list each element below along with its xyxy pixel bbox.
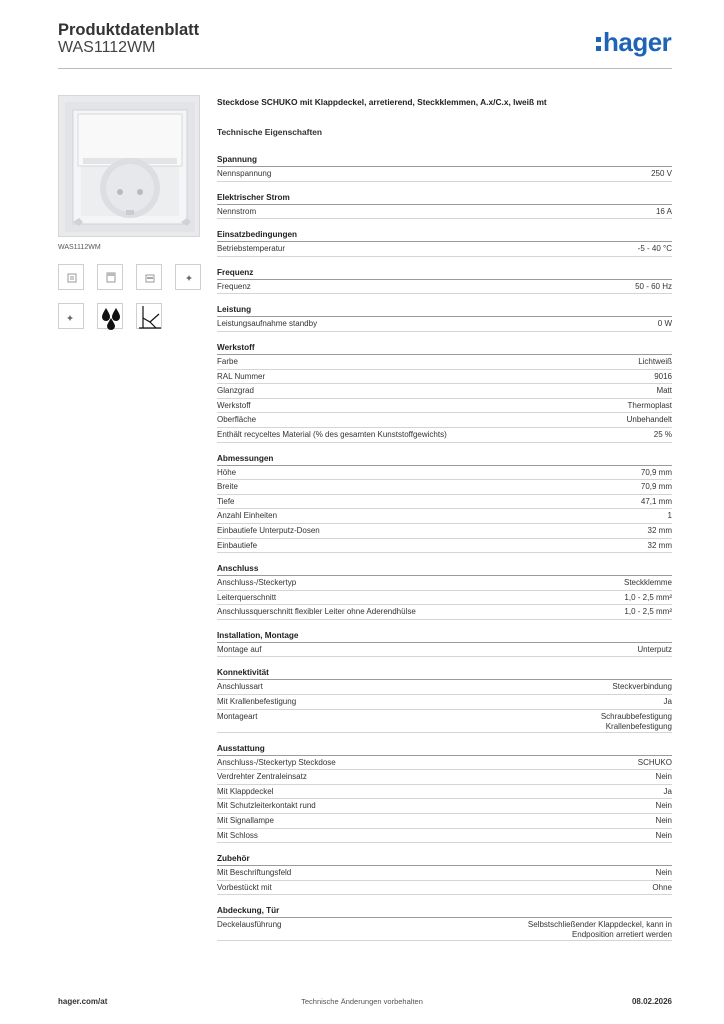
spec-value: Selbstschließender Klappdeckel, kann in Endposition arretiert werden — [527, 920, 672, 940]
spec-label: Vorbestückt mit — [217, 882, 272, 892]
spec-label: Farbe — [217, 356, 238, 366]
spec-row — [217, 605, 672, 620]
spec-label: Einbautiefe Unterputz-Dosen — [217, 525, 320, 535]
spec-group — [217, 904, 672, 941]
hager-logo — [596, 29, 671, 55]
spec-row — [217, 480, 672, 495]
spec-row — [217, 428, 672, 443]
spec-label: Anschluss-/Steckertyp Steckdose — [217, 757, 336, 767]
logo-colon-mark — [596, 34, 601, 52]
spec-value: 1 — [667, 511, 672, 521]
spec-group — [217, 303, 672, 332]
spec-row — [217, 814, 672, 829]
spec-row — [217, 695, 672, 710]
spec-label: Mit Krallenbefestigung — [217, 697, 297, 707]
spec-label: Oberfläche — [217, 415, 257, 425]
spec-value: 1,0 - 2,5 mm² — [624, 592, 672, 602]
spec-row — [217, 785, 672, 800]
spec-group-title: Spannung — [217, 153, 672, 167]
footer-website[interactable]: hager.com/at — [58, 997, 108, 1006]
star-mark-icon — [175, 264, 201, 290]
spec-group-title: Werkstoff — [217, 341, 672, 355]
spec-group-title: Anschluss — [217, 562, 672, 576]
spec-label: Mit Schloss — [217, 830, 258, 840]
spec-label: Glanzgrad — [217, 386, 254, 396]
footer-date: 08.02.2026 — [631, 997, 672, 1006]
spec-value: Nein — [655, 801, 672, 811]
spec-label: Leiterquerschnitt — [217, 592, 277, 602]
spec-value: 32 mm — [647, 525, 672, 535]
spec-label: Enthält recyceltes Material (% des gesamten Kunststoffgewichts) — [217, 429, 447, 439]
spec-group-title: Zubehör — [217, 852, 672, 866]
spec-group — [217, 562, 672, 620]
spec-group — [217, 153, 672, 182]
spec-group-title: Abdeckung, Tür — [217, 904, 672, 918]
spec-value: -5 - 40 °C — [637, 244, 672, 254]
spec-group — [217, 341, 672, 443]
spec-row — [217, 509, 672, 524]
spec-groups — [217, 153, 672, 941]
spec-row — [217, 539, 672, 554]
spec-label: Anzahl Einheiten — [217, 511, 278, 521]
spec-value: Schraubbefestigung Krallenbefestigung — [600, 711, 672, 731]
spec-value: 25 % — [653, 429, 672, 439]
spec-row — [217, 242, 672, 257]
spec-row — [217, 710, 672, 733]
spec-group-title: Ausstattung — [217, 742, 672, 756]
spec-value: 47,1 mm — [640, 496, 672, 506]
spec-row — [217, 466, 672, 481]
spec-row — [217, 756, 672, 771]
spec-row — [217, 524, 672, 539]
spec-group-title: Konnektivität — [217, 666, 672, 680]
spec-group-title: Frequenz — [217, 266, 672, 280]
spec-row — [217, 355, 672, 370]
spec-group — [217, 629, 672, 658]
spec-value: SCHUKO — [637, 757, 672, 767]
spec-label: Frequenz — [217, 281, 251, 291]
spec-label: Höhe — [217, 467, 237, 477]
spec-label: Mit Schutzleiterkontakt rund — [217, 801, 316, 811]
spec-group-title: Einsatzbedingungen — [217, 228, 672, 242]
spec-label: Verdrehter Zentraleinsatz — [217, 772, 307, 782]
article-number: WAS1112WM — [58, 39, 156, 56]
spec-row — [217, 576, 672, 591]
spec-row — [217, 918, 672, 941]
spec-label: Einbautiefe — [217, 540, 258, 550]
spec-label: Anschluss-/Steckertyp — [217, 578, 297, 588]
spec-label: Werkstoff — [217, 400, 251, 410]
logo-text: hager — [603, 27, 672, 57]
spec-value: Nein — [655, 830, 672, 840]
spec-group — [217, 266, 672, 295]
spec-value: Thermoplast — [627, 400, 672, 410]
spec-group-title: Leistung — [217, 303, 672, 317]
spec-value: 1,0 - 2,5 mm² — [624, 607, 672, 617]
socket-product-icon — [59, 96, 201, 238]
spec-label: Leistungsaufnahme standby — [217, 319, 318, 329]
spec-label: Anschlussart — [217, 682, 263, 692]
spec-row — [217, 770, 672, 785]
spec-row — [217, 167, 672, 182]
footer-notice: Technische Änderungen vorbehalten — [301, 997, 423, 1006]
spec-label: Mit Beschriftungsfeld — [217, 868, 292, 878]
antenna-symbol-icon — [136, 303, 162, 329]
spec-value: 32 mm — [647, 540, 672, 550]
specification-content — [217, 97, 672, 950]
spec-label: RAL Nummer — [217, 371, 266, 381]
header-divider — [58, 68, 672, 69]
spec-label: Nennstrom — [217, 206, 257, 216]
spec-row — [217, 280, 672, 295]
page-title: Produktdatenblatt — [58, 21, 200, 39]
spec-value: Unbehandelt — [626, 415, 672, 425]
spec-label: Betriebstemperatur — [217, 244, 286, 254]
spec-group — [217, 191, 672, 220]
spec-row — [217, 881, 672, 896]
spec-value: Ohne — [652, 882, 672, 892]
spec-label: Anschlussquerschnitt flexibler Leiter ohne Aderendhülse — [217, 607, 416, 617]
section-heading: Technische Eigenschaften — [217, 127, 323, 137]
spec-row — [217, 680, 672, 695]
spec-group-title: Abmessungen — [217, 452, 672, 466]
spec-row — [217, 799, 672, 814]
spec-group — [217, 228, 672, 257]
spec-value: Nein — [655, 816, 672, 826]
spec-row — [217, 384, 672, 399]
spec-row — [217, 413, 672, 428]
spec-row — [217, 495, 672, 510]
spec-value: 70,9 mm — [640, 482, 672, 492]
spec-row — [217, 643, 672, 658]
star-mark-small-icon — [58, 303, 84, 329]
spec-value: 70,9 mm — [640, 467, 672, 477]
spec-value: 50 - 60 Hz — [635, 281, 672, 291]
spec-label: Tiefe — [217, 496, 235, 506]
spec-row — [217, 866, 672, 881]
spec-value: Lichtweiß — [638, 356, 672, 366]
image-caption: WAS1112WM — [58, 244, 101, 251]
spec-value: Ja — [663, 697, 672, 707]
spec-group — [217, 666, 672, 732]
spec-label: Montageart — [217, 711, 258, 721]
spec-value: 9016 — [654, 371, 672, 381]
spec-row — [217, 317, 672, 332]
spec-group-title: Installation, Montage — [217, 629, 672, 643]
spec-row — [217, 205, 672, 220]
spec-label: Mit Signallampe — [217, 816, 274, 826]
spec-group — [217, 452, 672, 554]
spec-value: Steckverbindung — [612, 682, 672, 692]
spec-group-title: Elektrischer Strom — [217, 191, 672, 205]
spec-group — [217, 742, 672, 844]
spec-row — [217, 399, 672, 414]
spec-value: Nein — [655, 772, 672, 782]
spec-value: Steckklemme — [623, 578, 672, 588]
spec-label: Deckelausführung — [217, 920, 282, 930]
spec-value: Ja — [663, 786, 672, 796]
spec-value: Matt — [656, 386, 672, 396]
spec-label: Nennspannung — [217, 169, 272, 178]
product-description: Steckdose SCHUKO mit Klappdeckel, arretierend, Steckklemmen, A.x/C.x, lweiß mt — [217, 97, 547, 107]
spec-value: 250 V — [651, 169, 672, 178]
spec-value: Unterputz — [637, 644, 672, 654]
spec-value: Nein — [655, 868, 672, 878]
spec-row — [217, 370, 672, 385]
spec-group — [217, 852, 672, 895]
water-drops-icon — [97, 303, 123, 329]
socket-cover-icon — [97, 264, 123, 290]
spec-label: Montage auf — [217, 644, 262, 654]
spec-label: Breite — [217, 482, 238, 492]
spec-row — [217, 591, 672, 606]
spec-label: Mit Klappdeckel — [217, 786, 274, 796]
socket-side-icon — [136, 264, 162, 290]
socket-front-icon — [58, 264, 84, 290]
spec-value: 0 W — [657, 319, 672, 329]
spec-value: 16 A — [655, 206, 672, 216]
spec-row — [217, 829, 672, 844]
product-image — [58, 95, 200, 237]
